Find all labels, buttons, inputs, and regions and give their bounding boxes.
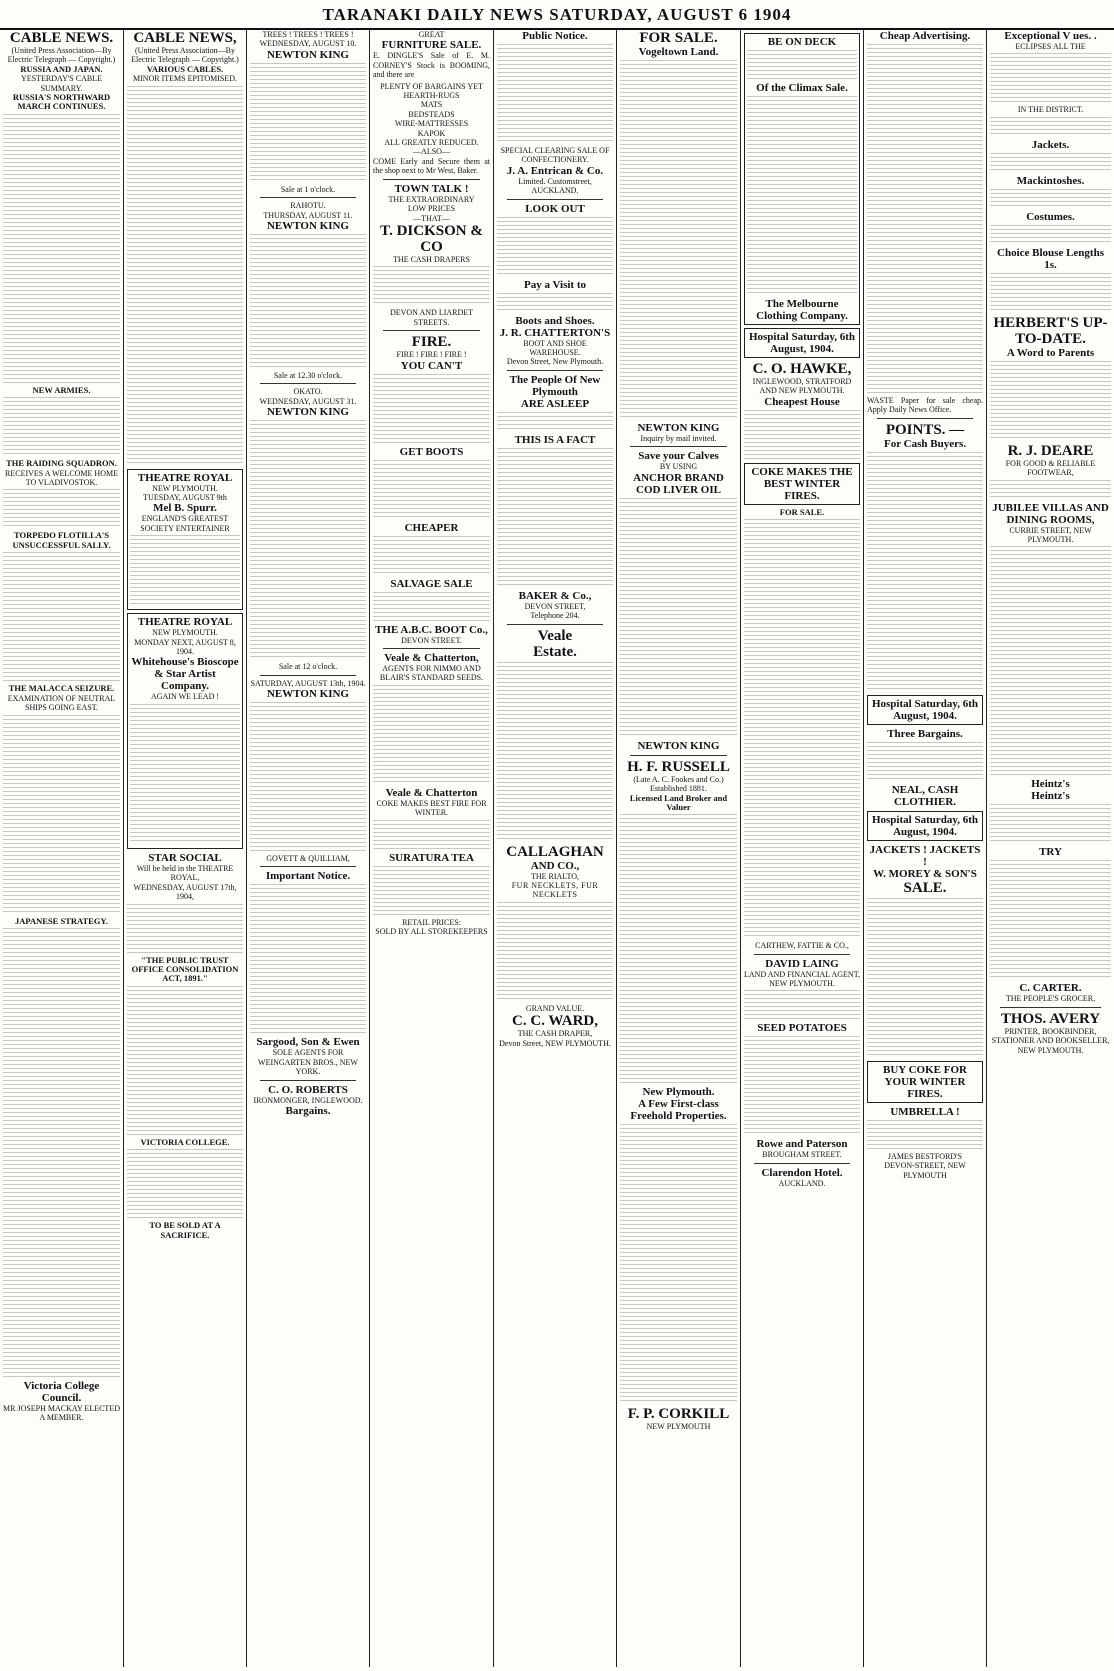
ad-body: [497, 662, 613, 842]
company-name: J. A. Entrican & Co.: [506, 164, 604, 177]
company-name: JAMES BESTFORD'S: [887, 1151, 963, 1161]
ad-place: OKATO.: [293, 387, 323, 397]
ad-title: THEATRE ROYAL: [137, 616, 233, 629]
ad-body: [130, 535, 240, 605]
ad-body: [990, 117, 1111, 137]
column-7: [741, 30, 863, 1667]
ad-subtitle: COKE MAKES BEST FIRE FOR WINTER.: [376, 798, 487, 818]
section-heading: Victoria College Council.: [23, 1379, 100, 1404]
ad-body: [990, 273, 1111, 313]
company-name: The Melbourne Clothing Company.: [756, 298, 848, 322]
company-name: C. CARTER.: [1019, 982, 1082, 995]
auctioneer-name: NEWTON KING: [266, 48, 349, 61]
ad-title: GET BOOTS: [399, 445, 464, 458]
ad-body: [127, 904, 243, 954]
ad-subtitle: SPECIAL CLEARING SALE OF CONFECTIONERY.: [500, 146, 610, 165]
company-sub: SOLE AGENTS FOR WEINGARTEN BROS., NEW YORK.: [258, 1048, 358, 1077]
column-title: CABLE NEWS,: [133, 30, 237, 46]
list-item: KAPOK: [417, 128, 446, 138]
address: Devon Street, NEW PLYMOUTH.: [499, 1038, 611, 1048]
ad-body: [867, 898, 983, 1058]
ad-body: [373, 460, 490, 520]
ad-title: STAR SOCIAL: [148, 851, 222, 864]
ad-title: Save your Calves: [638, 450, 719, 463]
ad-subtitle: PLENTY OF BARGAINS YET: [380, 81, 483, 91]
coke-ad: [744, 463, 860, 505]
column-3: [247, 30, 369, 1667]
body-text: [127, 86, 243, 466]
auctioneer-name: NEWTON KING: [266, 406, 349, 419]
item-list: [373, 91, 490, 138]
ad-title: THIS IS A FACT: [514, 433, 596, 446]
ad-title: Heintz's: [1031, 790, 1070, 803]
ad-body: [373, 266, 490, 306]
company-name: C. O. ROBERTS: [268, 1083, 348, 1096]
company-name: NEAL, CASH CLOTHIER.: [891, 783, 959, 808]
climax-sale-ad: [744, 33, 860, 325]
ad-subtitle: AGAIN WE LEAD !: [150, 692, 220, 702]
ad-title: A Word to Parents: [1006, 346, 1095, 359]
ad-subtitle: RETAIL PRICES:: [402, 917, 461, 927]
ad-date: TUESDAY, AUGUST 9th: [143, 493, 227, 503]
ad-body: [620, 814, 737, 1084]
company-sub: Licensed Land Broker and Valuer: [629, 792, 728, 813]
ad-subtitle: —THAT—: [413, 213, 450, 223]
sale-time: Sale at 12.30 o'clock.: [273, 371, 343, 381]
notice-heading: Public Notice.: [522, 30, 588, 42]
ad-title: Vogeltown Land.: [638, 46, 719, 58]
ad-title: A Few First-class Freehold Properties.: [630, 1098, 727, 1123]
ad-body: [620, 60, 737, 420]
ad-title: YOU CAN'T: [400, 359, 463, 372]
column-1: [0, 30, 123, 1667]
section-subheading: MINOR ITEMS EPITOMISED.: [132, 74, 238, 84]
ad-heading: GREAT: [418, 30, 445, 39]
section-heading: RUSSIA'S NORTHWARD MARCH CONTINUES.: [12, 92, 111, 112]
ad-title: Veale: [537, 627, 573, 644]
ad-place: RAHOTU.: [290, 201, 326, 211]
ad-title: Exceptional V ues. .: [1004, 30, 1097, 42]
ad-body: [990, 225, 1111, 245]
ad-body: [990, 480, 1111, 500]
body-text: [250, 884, 366, 1034]
ad-title: ANCHOR BRAND COD LIVER OIL: [633, 471, 724, 496]
address: Devon Street, New Plymouth.: [506, 357, 604, 367]
ad-body: [744, 990, 860, 1020]
ad-subtitle: THE EXTRAORDINARY: [388, 194, 475, 204]
ad-body: [620, 1124, 737, 1404]
section-heading: THE RAIDING SQUADRON.: [6, 458, 117, 469]
ad-date: MONDAY NEXT, AUGUST 8, 1904.: [134, 637, 236, 657]
ad-body: [867, 1120, 983, 1150]
ad-title: Choice Blouse Lengths 1s.: [997, 246, 1104, 271]
notice-heading: VICTORIA COLLEGE.: [140, 1136, 230, 1147]
company-name: CALLAGHAN: [506, 843, 604, 860]
ad-subtitle: GRAND VALUE.: [525, 1003, 585, 1013]
section-heading: NEW ARMIES.: [32, 384, 91, 395]
ad-body: [373, 536, 490, 576]
section-subheading: RECEIVES A WELCOME HOME TO VLADIVOSTOK.: [5, 468, 118, 488]
ad-title: CHEAPER: [404, 521, 459, 534]
ad-title: COKE MAKES THE BEST WINTER FIRES.: [751, 465, 853, 502]
address: DEVON AND LIARDET STREETS.: [389, 308, 474, 327]
address: DEVON STREET.: [401, 635, 462, 645]
ad-title: Of the Climax Sale.: [756, 82, 848, 94]
column-6: [617, 30, 740, 1667]
section-subheading: MR JOSEPH MACKAY ELECTED A MEMBER.: [3, 1403, 120, 1423]
auctioneer-name: NEWTON KING: [266, 220, 349, 233]
ad-body: [373, 866, 490, 916]
body-text: [3, 552, 120, 682]
ad-title: Costumes.: [1026, 210, 1075, 223]
list-item: HEARTH-RUGS: [403, 91, 460, 101]
ad-subtitle: ENGLAND'S GREATEST SOCIETY ENTERTAINER: [140, 514, 230, 533]
ad-title: The People Of New Plymouth: [509, 373, 601, 398]
ad-title: For Cash Buyers.: [884, 437, 966, 450]
ad-title: JACKETS ! JACKETS !: [869, 843, 981, 868]
column-8: [864, 30, 986, 1667]
list-item: BEDSTEADS: [408, 109, 455, 119]
company-name: Clarendon Hotel.: [761, 1166, 843, 1179]
company-name: C. C. WARD,: [512, 1013, 598, 1030]
section-heading: JAPANESE STRATEGY.: [15, 915, 108, 926]
credit-line: (United Press Association—By Electric Telegraph — Copyright.): [131, 46, 239, 65]
ad-title: TOWN TALK !: [394, 182, 469, 195]
ad-date: SATURDAY, AUGUST 13th, 1904.: [250, 678, 366, 688]
ad-body: [990, 860, 1111, 980]
ad-title: Cheapest House: [764, 395, 840, 408]
company-name: THE A.B.C. BOOT Co.,: [375, 623, 488, 636]
ad-body: [373, 820, 490, 850]
ad-act: Whitehouse's Bioscope & Star Artist Company.: [131, 656, 239, 693]
body-text: [127, 986, 243, 1136]
agent-name: NEWTON KING: [637, 739, 720, 752]
ad-body: [990, 804, 1111, 844]
company-name: JUBILEE VILLAS AND DINING ROOMS,: [992, 501, 1109, 526]
body-text: [3, 928, 120, 1378]
company-name: Veale & Chatterton: [385, 786, 478, 799]
ad-body: [373, 592, 490, 622]
ad-title: SURATURA TEA: [389, 851, 474, 864]
ad-body: [373, 374, 490, 444]
ad-title: FURNITURE SALE.: [381, 39, 482, 52]
auctioneer-name: NEWTON KING: [266, 688, 349, 701]
ad-body: [747, 96, 857, 296]
company-name: HERBERT'S UP-TO-DATE.: [993, 314, 1108, 347]
ad-act: Mel B. Spurr.: [153, 502, 217, 515]
ad-subtitle: ECLIPSES ALL THE: [1015, 42, 1086, 51]
ad-body: [990, 153, 1111, 173]
ad-subtitle: LOW PRICES: [407, 204, 456, 214]
ad-body: [497, 412, 613, 432]
ad-body: [990, 189, 1111, 209]
notice-heading: Important Notice.: [265, 870, 351, 883]
company-sub: (Late A. C. Fookes and Co.): [633, 774, 724, 784]
ad-body: [990, 546, 1111, 776]
company-name: Rowe and Paterson: [756, 1138, 848, 1151]
company-sub: THE CASH DRAPER,: [517, 1029, 593, 1039]
notice-heading: TO BE SOLD AT A SACRIFICE.: [149, 1220, 221, 1240]
ad-subtitle: Will be held in the THEATRE ROYAL,: [136, 863, 234, 883]
ad-heading: TREES ! TREES ! TREES !: [262, 30, 354, 39]
ad-body: [747, 50, 857, 80]
column-5: [494, 30, 616, 1667]
ad-body: [250, 234, 366, 369]
ad-body: E. DINGLE'S Sale of E. M. CORNEY'S Stock is BOOMING, and there are: [373, 51, 490, 80]
section-subheading: YESTERDAY'S CABLE SUMMARY.: [21, 74, 102, 93]
ad-body: [867, 742, 983, 782]
ad-subtitle: ALL GREATLY REDUCED.: [384, 138, 479, 148]
company-sub: PRINTER, BOOKBINDER, STATIONER AND BOOKSELLER, NEW PLYMOUTH.: [991, 1026, 1110, 1055]
ad-title: UMBRELLA !: [890, 1105, 960, 1118]
company-sub: INGLEWOOD, STRATFORD AND NEW PLYMOUTH.: [752, 377, 852, 396]
ad-subtitle: —ALSO—: [413, 147, 450, 157]
body-text: [127, 1149, 243, 1219]
company-name: H. F. RUSSELL: [627, 758, 730, 775]
address: DEVON STREET,: [524, 601, 586, 611]
list-item: MATS: [420, 100, 443, 110]
ad-body: [497, 293, 613, 313]
section-heading: THE MALACCA SEIZURE.: [8, 683, 115, 694]
body-text: [3, 397, 120, 457]
company-name: THOS. AVERY: [1000, 1010, 1101, 1027]
ad-title: BUY COKE FOR YOUR WINTER FIRES.: [883, 1063, 967, 1100]
company-sub: THE CASH DRAPERS: [393, 254, 470, 264]
ad-subtitle: FOR GOOD & RELIABLE FOOTWEAR,: [1005, 458, 1096, 478]
ad-subtitle: FIRE ! FIRE ! FIRE !: [396, 350, 467, 360]
column-2: [124, 30, 246, 1667]
company-name: BAKER & Co.,: [518, 589, 592, 602]
ad-title: New Plymouth.: [642, 1086, 715, 1099]
ad-title: ARE ASLEEP: [520, 397, 590, 410]
column-4: [370, 30, 493, 1667]
section-heading: TORPEDO FLOTILLA'S UNSUCCESSFUL SALLY.: [12, 530, 111, 550]
ad-body: [497, 217, 613, 277]
column-title: CABLE NEWS.: [9, 30, 114, 46]
hospital-ad: [867, 811, 983, 841]
ad-title: FOR SALE.: [639, 30, 718, 46]
section-heading: VARIOUS CABLES.: [146, 63, 224, 74]
ad-body: [250, 420, 366, 660]
agent-name: CARTHEW, FATTIE & CO.,: [755, 941, 849, 951]
body-text: [3, 489, 120, 529]
ad-date: WEDNESDAY, AUGUST 31.: [259, 396, 357, 406]
sale-time: Sale at 1 o'clock.: [280, 184, 336, 194]
column-9: [987, 30, 1114, 1667]
section-subheading: EXAMINATION OF NEUTRAL SHIPS GOING EAST.: [7, 693, 116, 713]
ad-body: [497, 902, 613, 1002]
company-sub: THE PEOPLE'S GROCER,: [1005, 994, 1096, 1004]
company-name: F. P. CORKILL: [627, 1406, 730, 1423]
company-name: J. R. CHATTERTON'S: [499, 326, 611, 339]
ad-body: [250, 702, 366, 852]
company-name: Veale & Chatterton,: [384, 651, 479, 664]
ad-title: THEATRE ROYAL: [137, 471, 233, 484]
ad-title: Estate.: [533, 643, 577, 660]
notice-heading: "THE PUBLIC TRUST OFFICE CONSOLIDATION ACT, 1891.": [131, 954, 239, 984]
company-sub: Established 1881.: [650, 784, 707, 794]
masthead: TARANAKI DAILY NEWS SATURDAY, AUGUST 6 1904: [0, 2, 1114, 30]
ad-body: [497, 44, 613, 144]
ad-body: [744, 1036, 860, 1136]
address: BROUGHAM STREET.: [762, 1150, 842, 1160]
ad-body: [130, 704, 240, 844]
company-name: W. MOREY & SON'S: [873, 867, 977, 880]
company-name: AND CO.,: [530, 859, 580, 872]
ad-body: [373, 685, 490, 785]
address: DEVON-STREET, NEW PLYMOUTH: [884, 1161, 966, 1180]
ad-body: [867, 452, 983, 692]
ad-subtitle: BY USING: [659, 462, 698, 472]
ad-subtitle: Inquiry by mail invited.: [640, 434, 717, 443]
ad-title: Hospital Saturday, 6th August, 1904.: [748, 331, 856, 355]
company-sub: IRONMONGER, INGLEWOOD.: [253, 1095, 363, 1105]
address: CURRIE STREET, NEW PLYMOUTH.: [1009, 525, 1092, 545]
theatre-ad: [127, 613, 243, 849]
sale-time: Sale at 12 o'clock.: [278, 662, 338, 672]
company-sub: LAND AND FINANCIAL AGENT, NEW PLYMOUTH.: [744, 969, 860, 989]
ad-title: Heintz's: [1031, 778, 1070, 791]
company-sub: AGENTS FOR NIMMO AND BLAIR'S STANDARD SEEDS.: [379, 663, 484, 683]
company-name: T. DICKSON & CO: [380, 222, 483, 255]
coke-ad: [867, 1061, 983, 1103]
hospital-ad: [867, 695, 983, 725]
classified-item: WASTE Paper for sale cheap. Apply Daily News Office.: [867, 396, 983, 415]
ad-title: Jackets.: [1031, 138, 1070, 151]
phone: Telephone 204.: [530, 611, 580, 621]
hospital-ad: [744, 328, 860, 358]
ad-title: TRY: [1039, 846, 1062, 859]
ad-title: SALE.: [903, 879, 947, 896]
ad-title: Hospital Saturday, 6th August, 1904.: [871, 697, 979, 722]
ad-title: SEED POTATOES: [757, 1022, 847, 1035]
ad-body: [250, 63, 366, 183]
ad-place: NEW PLYMOUTH.: [152, 483, 218, 493]
ad-place: NEW PLYMOUTH.: [152, 628, 218, 638]
ad-title: FIRE.: [411, 334, 452, 351]
ad-title: POINTS. —: [885, 421, 965, 438]
ad-title: SALVAGE SALE: [390, 577, 473, 590]
list-item: WIRE-MATTRESSES: [394, 119, 469, 129]
ad-title: BE ON DECK: [767, 36, 837, 48]
company-name: R. J. DEARE: [1007, 442, 1094, 459]
company-name: Sargood, Son & Ewen: [256, 1036, 360, 1049]
ad-body: COME Early and Secure them at the shop next to Mr West, Baker.: [373, 156, 490, 176]
ad-body: [497, 448, 613, 588]
ad-title: Mackintoshes.: [1016, 174, 1085, 187]
section-heading: RUSSIA AND JAPAN.: [20, 63, 103, 74]
company-name: C. O. HAWKE,: [752, 361, 852, 377]
ad-date: WEDNESDAY, AUGUST 17th, 1904,: [133, 882, 237, 902]
theatre-ad: [127, 469, 243, 611]
ad-body: [620, 498, 737, 738]
ad-title: Pay a Visit to: [523, 278, 587, 291]
address: THE RIALTO,: [531, 871, 579, 881]
classified-body: [867, 44, 983, 394]
ad-body: [990, 361, 1111, 441]
ad-title: Boots and Shoes.: [515, 314, 595, 327]
ad-body: [744, 519, 860, 939]
ad-heading: Bargains.: [285, 1105, 331, 1118]
ad-date: WEDNESDAY, AUGUST 10.: [259, 39, 357, 49]
body-text: [3, 114, 120, 384]
agent-name: NEWTON KING: [637, 422, 720, 434]
address: AUCKLAND.: [778, 1178, 826, 1188]
ad-title: LOOK OUT: [525, 202, 585, 215]
ad-body: [744, 410, 860, 460]
company-name: DAVID LAING: [765, 957, 839, 970]
ad-title: Hospital Saturday, 6th August, 1904.: [871, 813, 979, 838]
ad-subtitle: SOLD BY ALL STOREKEEPERS: [375, 926, 488, 936]
address: NEW PLYMOUTH: [646, 1422, 711, 1432]
credit-line: (United Press Association—By Electric Telegraph — Copyright.): [7, 46, 116, 65]
agent-name: GOVETT & QUILLIAM,: [266, 854, 350, 864]
ad-date: THURSDAY, AUGUST 11.: [263, 210, 353, 220]
ad-subtitle: FUR NECKLETS, FUR NECKLETS: [511, 881, 599, 900]
section-heading: Cheap Advertising.: [879, 30, 971, 42]
company-sub: BOOT AND SHOE WAREHOUSE.: [523, 338, 587, 358]
ad-body: [990, 53, 1111, 103]
ad-title: Three Bargains.: [887, 727, 963, 740]
ad-subtitle: IN THE DISTRICT.: [1017, 105, 1084, 115]
ad-title: FOR SALE.: [779, 506, 825, 517]
address: Limited. Customstreet, AUCKLAND.: [518, 176, 592, 196]
body-text: [3, 715, 120, 915]
